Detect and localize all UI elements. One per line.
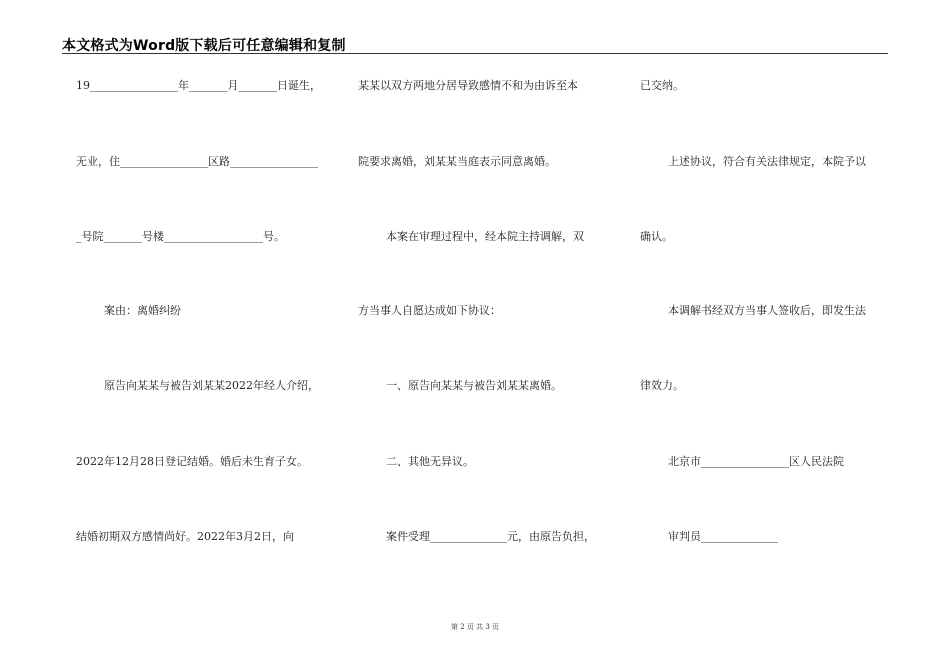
text-line: 上述协议，符合有关法律规定，本院予以 bbox=[640, 155, 866, 168]
text-line: 本案在审理过程中，经本院主持调解，双 bbox=[358, 230, 584, 243]
text-line: 二、其他无异议。 bbox=[358, 455, 474, 468]
text-line: _号院_______号楼__________________号。 bbox=[76, 230, 285, 243]
text-line: 审判员______________ bbox=[640, 530, 778, 543]
text-line: 确认。 bbox=[640, 230, 673, 243]
text-line: 19________________年_______月_______日诞生， bbox=[76, 79, 321, 92]
text-line: 已交纳。 bbox=[640, 79, 684, 92]
document-header-title: 本文格式为Word版下载后可任意编辑和复制 bbox=[62, 38, 346, 54]
text-line: 案由：离婚纠纷 bbox=[76, 304, 181, 317]
text-line: 方当事人自愿达成如下协议： bbox=[358, 304, 501, 317]
header-divider bbox=[62, 53, 888, 54]
text-line: 律效力。 bbox=[640, 379, 684, 392]
text-line: 案件受理______________元，由原告负担， bbox=[358, 530, 595, 543]
text-line: 2022年12月28日登记结婚。婚后未生育子女。 bbox=[76, 455, 308, 468]
page-number: 第 2 页 共 3 页 bbox=[450, 623, 500, 631]
text-line: 原告向某某与被告刘某某2022年经人介绍， bbox=[76, 379, 319, 392]
text-line: 结婚初期双方感情尚好。2022年3月2日，向 bbox=[76, 530, 294, 543]
text-line: 北京市________________区人民法院 bbox=[640, 455, 844, 468]
text-line: 无业，住________________区路________________ bbox=[76, 155, 318, 168]
text-line: 某某以双方两地分居导致感情不和为由诉至本 bbox=[358, 79, 578, 92]
text-line: 院要求离婚，刘某某当庭表示同意离婚。 bbox=[358, 155, 556, 168]
text-line: 本调解书经双方当事人签收后，即发生法 bbox=[640, 304, 866, 317]
text-line: 一、原告向某某与被告刘某某离婚。 bbox=[358, 379, 562, 392]
